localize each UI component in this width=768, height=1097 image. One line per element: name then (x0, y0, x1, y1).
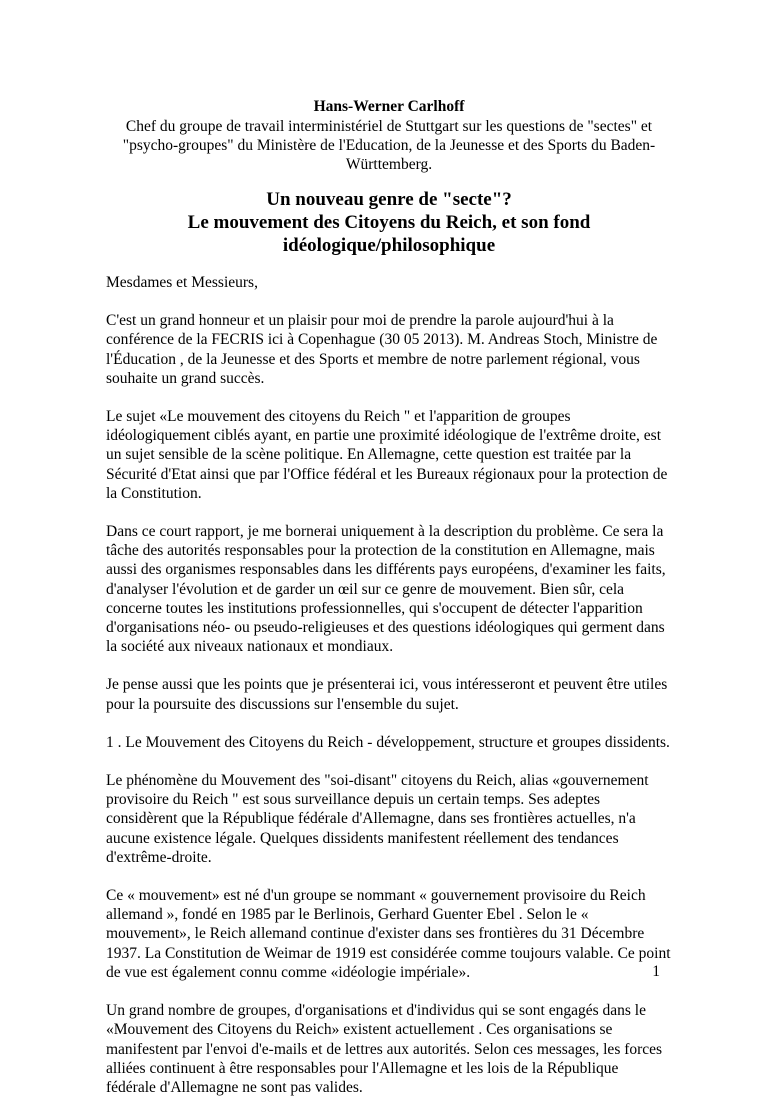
paragraph-phenomenon: Le phénomène du Mouvement des "soi-disant" citoyens du Reich, alias «gouvernement provisoire du Reich " est sous surveillance depuis un certain temps. Ses adeptes considèrent que la République fédérale d'Allemagne, dans ses frontières actuelles, n'a aucune existence légale. Quelques dissidents manifestent réellement des tendances d'extrême-droite. (106, 772, 649, 866)
paragraph-scope: Dans ce court rapport, je me bornerai uniquement à la description du problème. Ce sera la tâche des autorités responsables pour la protection de la constitution en Allemagne, mais aussi des organismes responsables dans les différents pays européens, d'examiner les faits, d'analyser l'évolution et de garder un œil sur ce genre de mouvement. Bien sûr, cela concerne toutes les institutions professionnelles, qui s'occupent de détecter l'apparition d'organisations néo- ou pseudo-religieuses et des questions idéologiques qui germent dans la société aux niveaux nationaux et mondiaux. (106, 523, 666, 656)
page-number: 1 (652, 963, 660, 980)
document-title (106, 188, 672, 257)
paragraph-origin: Ce « mouvement» est né d'un groupe se nommant « gouvernement provisoire du Reich allemand », fondé en 1985 par le Berlinois, Gerhard Guenter Ebel . Selon le « mouvement», le Reich allemand continue d'exister dans ses frontières du 31 Décembre 1937. La Constitution de Weimar de 1919 est considérée comme toujours valable. Ce point de vue est également connu comme «idéologie impériale». (106, 887, 671, 981)
paragraph-groups: Un grand nombre de groupes, d'organisations et d'individus qui se sont engagés dans le «Mouvement des Citoyens du Reich» existent actuellement . Ces organisations se manifestent par l'envoi d'e-mails et de lettres aux autorités. Selon ces messages, les forces alliées continuent à être responsables pour l'Allemagne et les lois de la République fédérale d'Allemagne ne sont pas valides. (106, 1002, 663, 1096)
author-affiliation: Chef du groupe de travail interministériel de Stuttgart sur les questions de "sectes" et "psycho-groupes" du Ministère de l'Education, de la Jeunesse et des Sports du Baden-Württemberg. (122, 118, 656, 173)
page-content (106, 86, 672, 1097)
salutation: Mesdames et Messieurs, (106, 274, 258, 291)
paragraph-intro: C'est un grand honneur et un plaisir pour moi de prendre la parole aujourd'hui à la conférence de la FECRIS ici à Copenhague (30 05 2013). M. Andreas Stoch, Ministre de l'Éducation , de la Jeunesse et des Sports et membre de notre parlement régional, vous souhaite un grand succès. (106, 312, 658, 387)
section-heading-1: 1 . Le Mouvement des Citoyens du Reich - développement, structure et groupes dissidents. (106, 733, 670, 751)
paragraph-interest: Je pense aussi que les points que je présenterai ici, vous intéresseront et peuvent être utiles pour la poursuite des discussions sur l'ensemble du sujet. (106, 676, 668, 713)
paragraph-topic: Le sujet «Le mouvement des citoyens du Reich " et l'apparition de groupes idéologiquement ciblés ayant, en partie une proximité idéologique de l'extrême droite, est un sujet sensible de la scène politique. En Allemagne, cette question est traitée par la Sécurité d'Etat ainsi que par l'Office fédéral et les Bureaux régionaux pour la protection de la Constitution. (106, 408, 668, 502)
author-name: Hans-Werner Carlhoff (313, 98, 465, 115)
title-line-3: idéologique/philosophique (282, 235, 496, 256)
title-line-1: Un nouveau genre de "secte"? (266, 189, 512, 210)
title-line-2: Le mouvement des Citoyens du Reich, et son fond (187, 212, 591, 233)
